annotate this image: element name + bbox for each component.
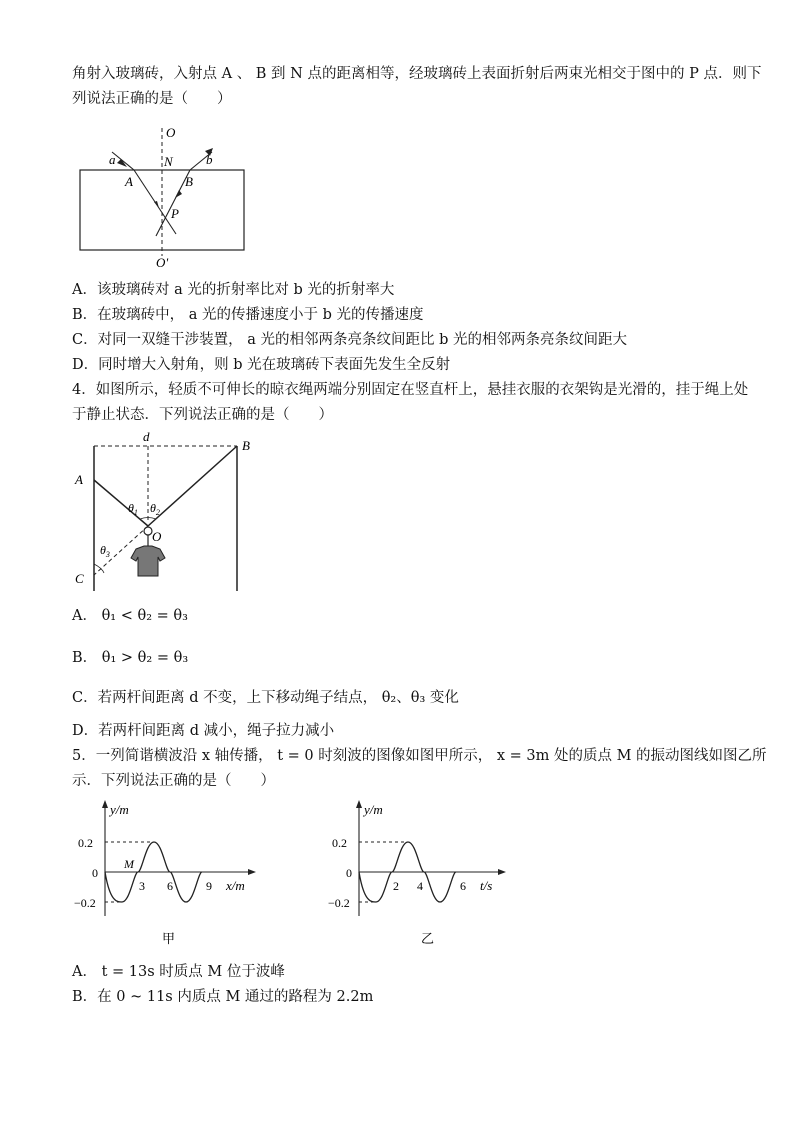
q4-option-c: C．若两杆间距离 d 不变，上下移动绳子结点， θ₂、θ₃ 变化 [72, 690, 459, 706]
x-axis-arrow [248, 869, 256, 875]
label-theta3: $\theta_3$ [100, 543, 110, 559]
tick-t-6: 6 [460, 879, 466, 893]
q3-stem-line2: 列说法正确的是（ ） [72, 91, 232, 107]
label-A: A [125, 174, 133, 189]
glass-brick [80, 170, 244, 250]
label-A: A [75, 472, 83, 487]
label-d: d [143, 429, 150, 444]
q3-option-c: C．对同一双缝干涉装置， a 光的相邻两条亮条纹间距比 b 光的相邻两条亮条纹间距大 [72, 332, 627, 348]
ray-a-refracted-arrow [154, 201, 159, 208]
label-N: N [164, 154, 173, 169]
caption-yi: 乙 [421, 931, 435, 946]
q5-stem-line2: 示．下列说法正确的是（ ） [72, 773, 275, 789]
tick-x-6: 6 [167, 879, 173, 893]
ray-b-refracted-arrow [175, 190, 182, 198]
label-O: O [166, 125, 176, 140]
label-O-prime: O' [156, 255, 169, 270]
tick-y-neg0.2: −0.2 [328, 896, 350, 910]
q5-option-a: A． t = 13s 时质点 M 位于波峰 [72, 964, 285, 980]
tick-y-neg0.2: −0.2 [74, 896, 96, 910]
label-O: O [152, 529, 162, 544]
q3-option-d: D．同时增大入射角，则 b 光在玻璃砖下表面先发生全反射 [72, 357, 451, 373]
q3-option-a: A．该玻璃砖对 a 光的折射率比对 b 光的折射率大 [72, 282, 395, 298]
rope-right [148, 446, 237, 526]
y-axis-arrow [102, 800, 108, 808]
q3-refraction-figure [72, 122, 252, 270]
q5-option-b: B．在 0 ~ 11s 内质点 M 通过的路程为 2.2m [72, 989, 374, 1005]
hanger-hook [144, 527, 152, 535]
q5-stem-line1: 5．一列简谐横波沿 x 轴传播， t = 0 时刻波的图像如图甲所示， x = 3m 处的质点 M 的振动图线如图乙所 [72, 748, 767, 764]
label-b: b [206, 152, 213, 167]
label-B: B [242, 438, 250, 453]
q4-option-b: B． θ₁ > θ₂ = θ₃ [72, 650, 189, 666]
xlabel: t/s [480, 878, 493, 893]
ylabel: y/m [364, 802, 383, 817]
angle-arc-3 [94, 564, 104, 573]
point-M: M [124, 857, 134, 871]
q4-option-d: D．若两杆间距离 d 减小，绳子拉力减小 [72, 723, 335, 739]
label-C: C [75, 571, 84, 586]
tick-y-0: 0 [346, 866, 352, 880]
q5-graph-yi [326, 798, 516, 948]
tick-x-9: 9 [206, 879, 212, 893]
q3-option-b: B．在玻璃砖中， a 光的传播速度小于 b 光的传播速度 [72, 307, 424, 323]
tick-t-2: 2 [393, 879, 399, 893]
caption-jia: 甲 [162, 931, 176, 946]
y-axis-arrow [356, 800, 362, 808]
q4-clothesline-figure [72, 428, 267, 596]
x-axis-arrow [498, 869, 506, 875]
tick-y-0: 0 [92, 866, 98, 880]
tick-y-0.2: 0.2 [332, 836, 347, 850]
label-P: P [171, 206, 179, 221]
label-theta2: $\theta_2$ [150, 501, 160, 517]
q3-stem-line1: 角射入玻璃砖，入射点 A 、 B 到 N 点的距离相等，经玻璃砖上表面折射后两束光相交于图中的 P 点．则下 [72, 66, 762, 82]
xlabel: x/m [226, 878, 245, 893]
shirt-icon [131, 546, 165, 576]
rope-left [94, 480, 148, 526]
label-theta1: $\theta_1$ [128, 501, 138, 517]
tick-t-4: 4 [417, 879, 423, 893]
tick-y-0.2: 0.2 [78, 836, 93, 850]
label-a: a [109, 152, 116, 167]
q4-option-a: A． θ₁ < θ₂ = θ₃ [72, 608, 188, 624]
ylabel: y/m [110, 802, 129, 817]
q4-stem-line1: 4．如图所示，轻质不可伸长的晾衣绳两端分别固定在竖直杆上，悬挂衣服的衣架钩是光滑的，挂于绳上处 [72, 382, 749, 398]
label-B: B [185, 174, 193, 189]
q5-graph-jia [72, 798, 262, 948]
tick-x-3: 3 [139, 879, 145, 893]
q4-stem-line2: 于静止状态．下列说法正确的是（ ） [72, 407, 333, 423]
